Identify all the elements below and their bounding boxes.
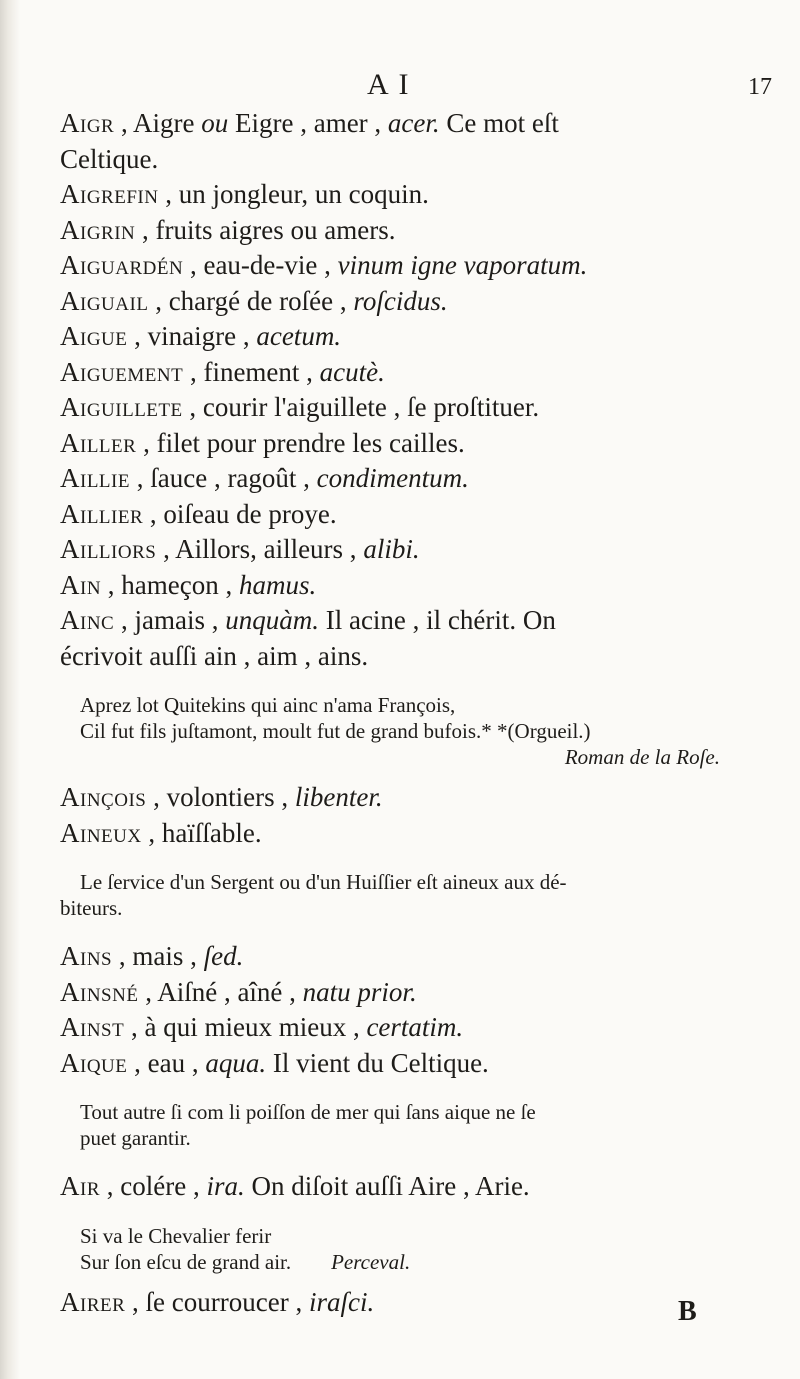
entry-latin: hamus. <box>239 569 317 600</box>
entry-text: , mais , <box>112 941 204 971</box>
entry-latin: iraſci. <box>308 1286 375 1317</box>
headword: Ainsné <box>60 976 139 1007</box>
entry-latin: natu prior. <box>302 976 417 1007</box>
quotation-source: Roman de la Roſe. <box>564 745 720 769</box>
entry-text: , Aillors, ailleurs , <box>156 534 364 564</box>
entry-text: , hameçon , <box>101 569 239 600</box>
entry-ainst <box>60 1010 780 1046</box>
entry-text: , haïſſable. <box>141 817 262 848</box>
headword: Aique <box>60 1047 128 1078</box>
entry-ains <box>60 939 780 975</box>
entry-text: Ce mot eſt <box>439 108 559 138</box>
entry-latin: unquàm. <box>225 605 319 635</box>
entry-text: , finement , <box>183 356 320 387</box>
dictionary-text <box>60 106 780 1320</box>
entry-text: Eigre , amer , <box>228 108 388 138</box>
entry-latin: acer. <box>387 108 440 138</box>
entry-text: Il acine , il chérit. On <box>318 605 556 635</box>
entry-aillie <box>60 461 780 497</box>
headword: Aiguement <box>60 356 184 387</box>
entry-text: , fruits aigres ou amers. <box>135 214 396 245</box>
entry-latin: aqua. <box>205 1047 267 1078</box>
entry-latin: condimentum. <box>316 463 469 493</box>
entry-aigrin <box>60 213 780 249</box>
quotation-line <box>60 1249 780 1275</box>
quotation-line: biteurs. <box>60 896 123 920</box>
entry-aiguarden <box>60 248 780 284</box>
headword: Ailler <box>60 427 137 458</box>
headword: Aillie <box>60 463 130 493</box>
headword: Aiguail <box>60 285 149 316</box>
entry-italic: ou <box>201 108 229 138</box>
entry-aineux <box>60 816 780 852</box>
entry-latin: ſed. <box>203 941 244 971</box>
page-number: 17 <box>748 74 772 100</box>
entry-aiguillete <box>60 390 780 426</box>
entry-text: , oiſeau de proye. <box>143 498 337 529</box>
entry-airer <box>60 1285 780 1321</box>
entry-ainsne <box>60 975 780 1011</box>
headword: Ailliors <box>60 534 157 564</box>
entry-text: , volontiers , <box>146 782 295 812</box>
headword: Ainst <box>60 1012 125 1042</box>
entry-latin: acutè. <box>319 356 385 387</box>
entry-text: , vinaigre , <box>127 321 257 351</box>
headword: Aigrefin <box>60 179 159 209</box>
entry-ain <box>60 568 780 604</box>
quotation-source: Perceval. <box>331 1249 411 1274</box>
entry-text: , courir l'aiguillete , ſe proſtituer. <box>182 392 540 422</box>
headword: Ain <box>60 569 102 600</box>
quotation-text: Sur ſon eſcu de grand air. <box>80 1249 292 1274</box>
entry-aique <box>60 1046 780 1082</box>
entry-continuation: écrivoit auſſi ain , aim , ains. <box>60 640 369 671</box>
quotation-line: Le ſervice d'un Sergent ou d'un Huiſſier eſt aineux aux dé- <box>80 870 567 894</box>
quotation-line: Cil fut fils juſtamont, moult fut de grand bufois.* *(Orgueil.) <box>80 719 591 743</box>
headword: Aineux <box>60 817 142 848</box>
entry-aincois <box>60 780 780 816</box>
entry-text: , Aiſné , aîné , <box>138 976 303 1007</box>
entry-air <box>60 1169 780 1205</box>
entry-latin: libenter. <box>294 782 383 812</box>
entry-text: , chargé de roſée , <box>148 285 354 316</box>
headword: Aillier <box>60 498 144 529</box>
headword: Aigrin <box>60 214 136 245</box>
entry-aigue <box>60 319 780 355</box>
entry-aiguement <box>60 355 780 391</box>
headword: Air <box>60 1171 100 1201</box>
running-head: A I <box>367 68 411 101</box>
headword: Ains <box>60 941 113 971</box>
headword: Aigr <box>60 108 115 138</box>
quotation-line: Si va le Chevalier ferir <box>80 1223 272 1248</box>
entry-text: , eau-de-vie , <box>183 250 338 280</box>
entry-latin: acetum. <box>256 321 342 351</box>
headword: Ainc <box>60 605 115 635</box>
entry-text: Il vient du Celtique. <box>266 1047 489 1078</box>
entry-aigr <box>60 106 780 142</box>
headword: Airer <box>60 1286 126 1317</box>
entry-latin: certatim. <box>366 1012 464 1042</box>
entry-latin: ira. <box>206 1171 245 1201</box>
entry-text: , à qui mieux mieux , <box>124 1012 367 1042</box>
headword: Ainçois <box>60 782 147 812</box>
entry-ainc <box>60 603 780 639</box>
entry-text: , un jongleur, un coquin. <box>158 179 429 209</box>
entry-latin: roſcidus. <box>353 285 448 316</box>
entry-ailler <box>60 426 780 462</box>
entry-text: , Aigre <box>114 108 202 138</box>
entry-text: , colére , <box>100 1171 207 1201</box>
entry-text: , ſe courroucer , <box>125 1286 309 1317</box>
entry-text: , filet pour prendre les cailles. <box>136 427 465 458</box>
signature-mark: B <box>678 1296 697 1327</box>
entry-latin: vinum igne vaporatum. <box>337 250 588 280</box>
entry-aigrefin <box>60 177 780 213</box>
entry-text: On diſoit auſſi Aire , Arie. <box>244 1171 530 1201</box>
entry-aillier <box>60 497 780 533</box>
quotation-line: Tout autre ſi com li poiſſon de mer qui ſans aique ne ſe <box>80 1100 536 1124</box>
page-header <box>0 68 800 108</box>
entry-aiguail <box>60 284 780 320</box>
entry-text: , jamais , <box>114 605 226 635</box>
headword: Aiguillete <box>60 392 183 422</box>
headword: Aiguardén <box>60 250 184 280</box>
quotation-line: puet garantir. <box>80 1126 191 1150</box>
entry-continuation: Celtique. <box>60 143 159 174</box>
entry-text: , ſauce , ragoût , <box>129 463 317 493</box>
entry-ailliors <box>60 532 780 568</box>
page-gutter-shadow <box>0 0 20 1379</box>
entry-text: , eau , <box>127 1047 206 1078</box>
entry-latin: alibi. <box>363 534 420 564</box>
quotation-line: Aprez lot Quitekins qui ainc n'ama François, <box>80 693 456 717</box>
headword: Aigue <box>60 321 128 351</box>
